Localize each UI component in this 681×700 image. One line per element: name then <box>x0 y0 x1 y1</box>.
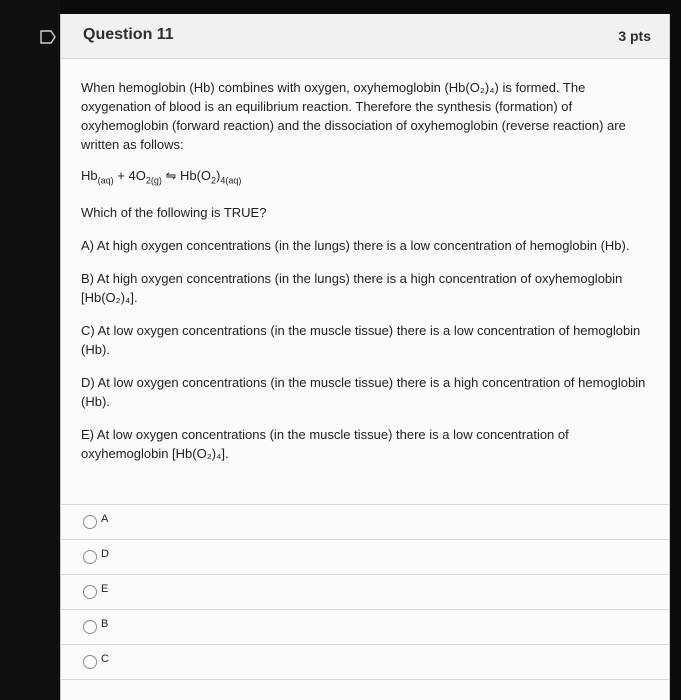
option-text-a: A) At high oxygen concentrations (in the lungs) there is a low concentration of hemoglobin (Hb). <box>81 237 630 253</box>
answer-row-c[interactable] <box>61 644 669 680</box>
radio-button[interactable] <box>83 585 97 599</box>
answer-label-e: E <box>101 583 109 595</box>
answer-label-b: B <box>101 618 109 630</box>
answer-label-d: D <box>101 548 109 560</box>
option-text-e: E) At low oxygen concentrations (in the muscle tissue) there is a low concentration of oxyhemoglobin [Hb(O₂)₄]. <box>81 426 569 461</box>
question-points: 3 pts <box>618 28 651 44</box>
answer-row-a[interactable] <box>61 504 669 539</box>
equilibrium-equation <box>81 166 651 191</box>
eq-product: Hb(O <box>179 168 212 183</box>
answer-row-e[interactable] <box>61 574 669 609</box>
eq-product-sub1: 2 <box>211 175 217 186</box>
left-gutter <box>0 0 60 700</box>
radio-button[interactable] <box>83 655 97 669</box>
eq-plus-o2: + 4O <box>117 168 146 183</box>
question-body <box>81 78 651 463</box>
eq-product-sub2: 4(aq) <box>220 175 242 186</box>
question-card <box>60 14 670 700</box>
eq-arrow: ⇋ <box>165 168 177 183</box>
question-intro: When hemoglobin (Hb) combines with oxygen, oxyhemoglobin (Hb(O₂)₄) is formed. The oxygenation of blood is an equilibrium reaction. Therefore the synthesis (formation) of oxyhemoglobin (forward reaction) and the dissociation of oxyhemoglobin (reverse reaction) are written as follows: <box>81 80 626 152</box>
question-prompt: Which of the following is TRUE? <box>81 204 267 220</box>
eq-product-mid: ) <box>216 168 221 183</box>
question-header <box>61 14 669 59</box>
radio-button[interactable] <box>83 515 97 529</box>
answer-label-c: C <box>101 653 109 665</box>
option-text-d: D) At low oxygen concentrations (in the muscle tissue) there is a high concentration of hemoglobin (Hb). <box>81 374 646 409</box>
answer-label-a: A <box>101 513 109 525</box>
eq-hb: Hb <box>81 168 98 183</box>
radio-button[interactable] <box>83 620 97 634</box>
question-title: Question 11 <box>83 26 174 43</box>
eq-hb-state: (aq) <box>97 175 114 186</box>
option-text-c: C) At low oxygen concentrations (in the muscle tissue) there is a low concentration of hemoglobin (Hb). <box>81 322 641 357</box>
radio-button[interactable] <box>83 550 97 564</box>
option-text-b: B) At high oxygen concentrations (in the lungs) there is a high concentration of oxyhemoglobin [Hb(O₂)₄]. <box>81 270 623 305</box>
eq-o2-state: 2(g) <box>145 175 162 186</box>
answer-row-b[interactable] <box>61 609 669 644</box>
answer-row-d[interactable] <box>61 539 669 574</box>
answer-choices <box>61 504 669 680</box>
flag-question-icon[interactable] <box>40 30 56 44</box>
